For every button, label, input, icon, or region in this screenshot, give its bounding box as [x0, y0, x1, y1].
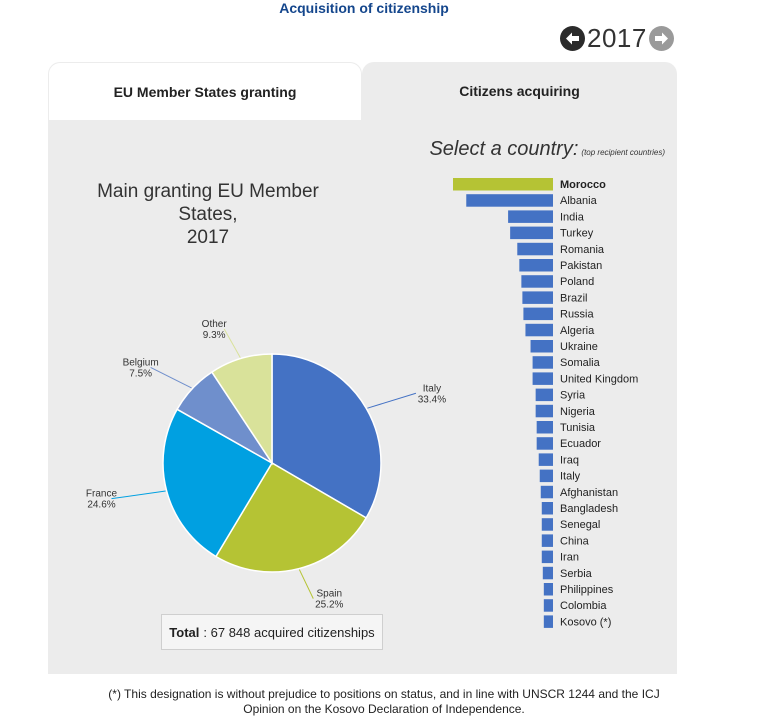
bar-italy[interactable] — [540, 470, 553, 483]
bar-iraq[interactable] — [539, 453, 553, 466]
bar-label-poland[interactable]: Poland — [560, 276, 595, 289]
total-box — [161, 614, 383, 650]
bar-label-italy[interactable]: Italy — [560, 470, 581, 483]
bar-label-china[interactable]: China — [560, 535, 589, 548]
bar-label-colombia[interactable]: Colombia — [560, 600, 607, 613]
bar-label-serbia[interactable]: Serbia — [560, 567, 592, 580]
bar-label-somalia[interactable]: Somalia — [560, 357, 600, 370]
pie-chart — [85, 302, 447, 611]
bar-kosovo[interactable] — [544, 615, 553, 628]
bar-label-philippines[interactable]: Philippines — [560, 584, 614, 596]
bar-nigeria[interactable] — [536, 405, 553, 418]
bar-philippines[interactable] — [544, 583, 553, 596]
bar-turkey[interactable] — [510, 227, 553, 240]
bar-label-syria[interactable]: Syria — [560, 389, 586, 402]
bar-algeria[interactable] — [525, 324, 553, 337]
select-country-heading — [420, 138, 665, 161]
bar-poland[interactable] — [521, 275, 553, 288]
total-value: 67 848 acquired citizenships — [210, 624, 375, 640]
bar-colombia[interactable] — [544, 599, 553, 612]
bar-label-senegal[interactable]: Senegal — [560, 519, 601, 532]
pie-title-line2: 2017 — [186, 227, 230, 248]
pie-connector-other — [224, 329, 240, 358]
bar-bangladesh[interactable] — [542, 502, 553, 515]
pie-label-france: France — [85, 488, 118, 500]
bar-label-albania[interactable]: Albania — [560, 195, 597, 208]
bar-china[interactable] — [542, 534, 553, 547]
pie-chart-title — [66, 180, 350, 249]
bar-india[interactable] — [508, 210, 553, 223]
bar-afghanistan[interactable] — [541, 486, 553, 499]
bar-brazil[interactable] — [522, 291, 553, 304]
bar-label-turkey[interactable]: Turkey — [560, 227, 594, 240]
year-label: 2017 — [587, 22, 647, 53]
select-country-note: (top recipient countries) — [581, 148, 665, 157]
year-navigator — [560, 22, 674, 54]
pie-connector-belgium — [151, 367, 192, 387]
bar-label-india[interactable]: India — [560, 211, 584, 224]
pie-label-other: Other — [201, 318, 227, 330]
country-bar-chart — [448, 176, 677, 636]
tab-citizens-acquiring[interactable]: Citizens acquiring — [362, 62, 677, 120]
footnote-continued: Opinion on the Kosovo Declaration of Independence. — [243, 702, 525, 716]
bar-label-pakistan[interactable]: Pakistan — [560, 260, 603, 272]
pie-title-line1: Main granting EU Member States, — [97, 181, 319, 225]
pie-value-france: 24.6% — [87, 499, 116, 511]
bar-label-kosovo[interactable]: Kosovo (*) — [560, 616, 612, 629]
pie-connector-france — [111, 491, 165, 499]
bar-ukraine[interactable] — [531, 340, 553, 353]
pie-value-italy: 33.4% — [417, 394, 447, 406]
bar-morocco[interactable] — [453, 178, 553, 191]
tab-member-states-granting[interactable]: EU Member States granting — [48, 62, 362, 120]
footnote: (*) This designation is without prejudice to positions on status, and in line with UNSCR 1244 and the ICJ — [108, 687, 660, 701]
total-colon: : — [203, 624, 211, 640]
bar-romania[interactable] — [517, 243, 553, 256]
bar-label-bangladesh[interactable]: Bangladesh — [560, 503, 619, 515]
bar-label-ecuador[interactable]: Ecuador — [560, 438, 601, 451]
bar-syria[interactable] — [536, 389, 553, 402]
bar-united-kingdom[interactable] — [533, 372, 553, 385]
bar-label-united-kingdom[interactable]: United Kingdom — [560, 373, 639, 386]
bar-label-romania[interactable]: Romania — [560, 243, 605, 256]
bar-label-morocco[interactable]: Morocco — [560, 179, 606, 191]
bar-label-iraq[interactable]: Iraq — [560, 454, 579, 467]
bar-serbia[interactable] — [543, 567, 553, 580]
pie-value-spain: 25.2% — [315, 599, 344, 611]
select-country-label: Select a country: — [429, 138, 579, 160]
bar-tunisia[interactable] — [537, 421, 553, 434]
next-year-arrow-icon[interactable] — [649, 26, 674, 51]
bar-ecuador[interactable] — [537, 437, 553, 450]
total-label: Total — [169, 624, 200, 640]
pie-label-spain: Spain — [316, 588, 343, 600]
bar-albania[interactable] — [466, 194, 553, 207]
bar-label-iran[interactable]: Iran — [560, 551, 579, 564]
bar-pakistan[interactable] — [519, 259, 553, 272]
bar-label-brazil[interactable]: Brazil — [560, 292, 588, 305]
bar-label-tunisia[interactable]: Tunisia — [560, 422, 596, 434]
previous-year-arrow-icon[interactable] — [560, 26, 585, 51]
bar-label-ukraine[interactable]: Ukraine — [560, 341, 598, 353]
bar-label-russia[interactable]: Russia — [560, 308, 594, 321]
pie-value-belgium: 7.5% — [129, 368, 153, 380]
bar-senegal[interactable] — [542, 518, 553, 531]
bar-russia[interactable] — [523, 308, 553, 321]
citizenship-panel — [48, 62, 677, 674]
bar-label-nigeria[interactable]: Nigeria — [560, 405, 595, 418]
pie-value-other: 9.3% — [202, 329, 226, 341]
bar-iran[interactable] — [542, 551, 553, 564]
bar-label-afghanistan[interactable]: Afghanistan — [560, 486, 619, 499]
bar-label-algeria[interactable]: Algeria — [560, 324, 595, 337]
pie-label-italy: Italy — [422, 383, 442, 395]
bar-somalia[interactable] — [533, 356, 553, 369]
page-title: Acquisition of citizenship — [279, 0, 449, 16]
pie-label-belgium: Belgium — [122, 357, 159, 369]
